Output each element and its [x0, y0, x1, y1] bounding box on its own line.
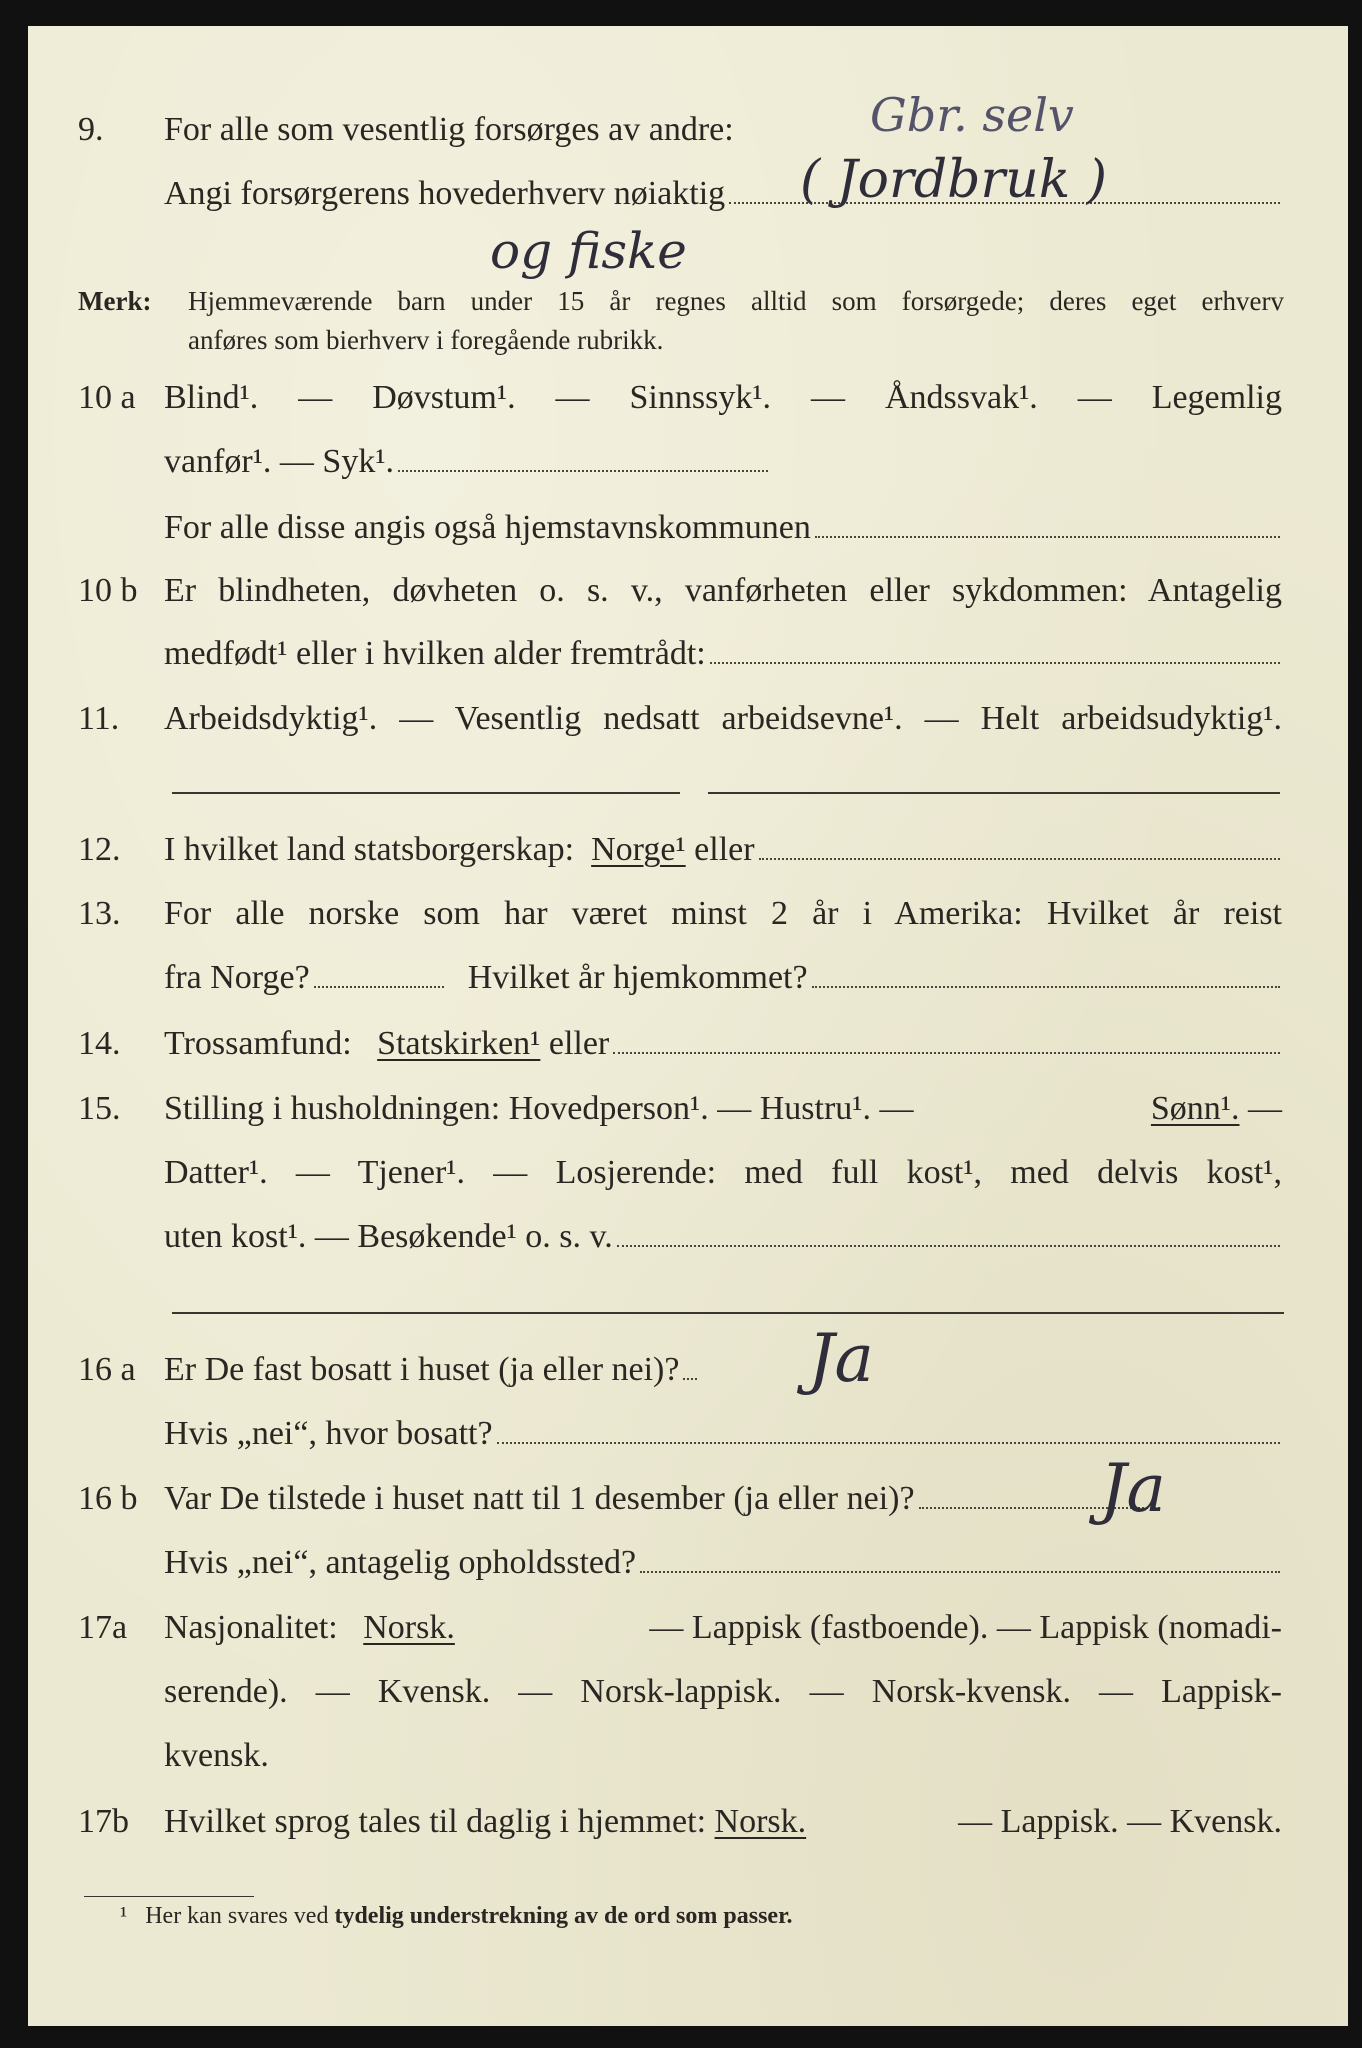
q12-answer-line: [759, 858, 1280, 860]
q9-handwriting-occupation-2: og fiske: [490, 222, 687, 280]
q16a-text1: Er De fast bosatt i huset (ja eller nei)?: [164, 1351, 680, 1388]
q15-text1a: Stilling i husholdningen: Hovedperson¹. — Hustru¹. —: [164, 1090, 914, 1127]
q17a-text1: — Lappisk (fastboende). — Lappisk (nomadi-: [649, 1609, 1282, 1646]
q15-text2: Datter¹. — Tjener¹. — Losjerende: med full kost¹, med delvis kost¹,: [164, 1154, 1282, 1191]
q13-text2a: fra Norge?: [164, 959, 310, 996]
section-separator-left: [172, 792, 680, 794]
q16b-text2: Hvis „nei“, antagelig opholdssted?: [164, 1544, 637, 1581]
q9-text2: Angi forsørgerens hovederhverv nøiaktig: [164, 175, 726, 212]
merk-text2: anføres som bierhverv i foregående rubrikk.: [188, 325, 664, 355]
q12-norge-underlined: Norge¹: [591, 831, 686, 868]
q16a-answer-line: [683, 1378, 697, 1380]
section-separator-2: [172, 1312, 1284, 1314]
q14-text: Trossamfund:: [164, 1025, 352, 1062]
q16b-line2: [0, 1531, 1362, 1595]
q11-number: 11.: [78, 700, 120, 737]
q9-text1: For alle som vesentlig forsørges av andre:: [164, 111, 734, 148]
q11-line1: [0, 687, 1362, 751]
section-separator-right: [708, 792, 1280, 794]
footnote: [120, 1898, 793, 1934]
q17b-line1: [0, 1790, 1362, 1854]
q9-handwriting-occupation: ( Jordbruk ): [800, 150, 1108, 210]
q16a-bosatt-line: [497, 1442, 1280, 1444]
q10a-text1: Blind¹. — Døvstum¹. — Sinnssyk¹. — Åndssvak¹. — Legemlig: [164, 379, 1282, 416]
q10a-line1: [0, 366, 1362, 430]
q15-sonn-underlined: Sønn¹.: [1150, 1090, 1240, 1127]
q17b-norsk-underlined: Norsk.: [714, 1803, 807, 1840]
q17a-label: Nasjonalitet:: [164, 1609, 338, 1646]
q15-line1: [0, 1077, 1362, 1141]
q9-line2: [0, 162, 1362, 226]
q15-line2: [0, 1141, 1362, 1205]
q14-number: 14.: [78, 1025, 121, 1062]
q10b-number: 10 b: [78, 572, 138, 609]
q14-eller: eller: [548, 1025, 610, 1062]
q16a-text2: Hvis „nei“, hvor bosatt?: [164, 1415, 493, 1452]
q11-text1: Arbeidsdyktig¹. — Vesentlig nedsatt arbeidsevne¹. — Helt arbeidsudyktig¹.: [164, 700, 1282, 737]
footnote-mark: ¹: [120, 1903, 128, 1929]
q12-text: I hvilket land statsborgerskap:: [164, 831, 575, 868]
q13-line2: [0, 946, 1362, 1010]
q13-line1: [0, 882, 1362, 946]
footnote-text-a: Her kan svares ved: [145, 1903, 329, 1929]
q17a-line2: [0, 1660, 1362, 1724]
q17a-line1: [0, 1596, 1362, 1660]
q16a-number: 16 a: [78, 1351, 136, 1388]
q16b-text1: Var De tilstede i huset natt til 1 desember (ja eller nei)?: [164, 1480, 915, 1517]
q17a-line3: [0, 1724, 1362, 1788]
q17a-norsk-underlined: Norsk.: [363, 1609, 455, 1646]
q17a-text2: serende). — Kvensk. — Norsk-lappisk. — Norsk-kvensk. — Lappisk-: [164, 1673, 1282, 1710]
q16b-handwriting-answer: Ja: [1100, 1450, 1166, 1527]
q10b-line1: [0, 559, 1362, 623]
q17b-text: Hvilket sprog tales til daglig i hjemmet:: [164, 1803, 707, 1840]
q13-text1: For alle norske som har været minst 2 år i Amerika: Hvilket år reist: [164, 895, 1282, 932]
q13-number: 13.: [78, 895, 121, 932]
q15-line3: [0, 1205, 1362, 1269]
q10a-line3: [0, 496, 1362, 560]
q10b-line2: [0, 622, 1362, 686]
q15-answer-line: [617, 1245, 1280, 1247]
q15-text1b: —: [1248, 1090, 1282, 1127]
q15-number: 15.: [78, 1090, 121, 1127]
q14-line1: [0, 1012, 1362, 1076]
q9-line1: [0, 98, 1362, 162]
q16b-opholdssted-line: [640, 1571, 1280, 1573]
q16a-line1: [0, 1338, 1362, 1402]
q10a-line2: [0, 430, 1362, 494]
q10a-hjemstavn-line: [815, 536, 1280, 538]
q16a-handwriting-answer: Ja: [808, 1320, 874, 1397]
q10b-answer-line: [710, 662, 1280, 664]
q17b-suffix: — Lappisk. — Kvensk.: [958, 1803, 1282, 1840]
q13-reist-line: [314, 986, 444, 988]
q10a-number: 10 a: [78, 379, 136, 416]
q10a-text3: For alle disse angis også hjemstavnskommunen: [164, 509, 811, 546]
q17a-number: 17a: [78, 1609, 128, 1646]
q10b-text2: medfødt¹ eller i hvilken alder fremtrådt:: [164, 635, 706, 672]
q10a-text2: vanfør¹. — Syk¹.: [164, 443, 395, 480]
q14-answer-line: [613, 1052, 1280, 1054]
q9-number: 9.: [78, 111, 104, 148]
merk-text1: Hjemmeværende barn under 15 år regnes alltid som forsørgede; deres eget erhverv: [188, 286, 1284, 316]
q9-handwriting-provider: Gbr. selv: [870, 88, 1074, 142]
q12-line1: [0, 818, 1362, 882]
q15-text3: uten kost¹. — Besøkende¹ o. s. v.: [164, 1218, 613, 1255]
q10b-text1: Er blindheten, døvheten o. s. v., vanførheten eller sykdommen: Antagelig: [164, 572, 1282, 609]
footnote-rule: [84, 1896, 254, 1897]
merk-label: Merk:: [78, 286, 152, 316]
q10a-answer-line: [398, 470, 768, 472]
q13-text2b: Hvilket år hjemkommet?: [467, 959, 808, 996]
footnote-text-b: tydelig understrekning av de ord som passer.: [334, 1903, 793, 1929]
q12-number: 12.: [78, 831, 121, 868]
q17b-number: 17b: [78, 1803, 129, 1840]
q12-eller: eller: [694, 831, 755, 868]
q16b-number: 16 b: [78, 1480, 138, 1517]
q14-statskirken-underlined: Statskirken¹: [377, 1025, 541, 1062]
q13-hjemkommet-line: [812, 986, 1280, 988]
q17a-text3: kvensk.: [164, 1737, 269, 1774]
